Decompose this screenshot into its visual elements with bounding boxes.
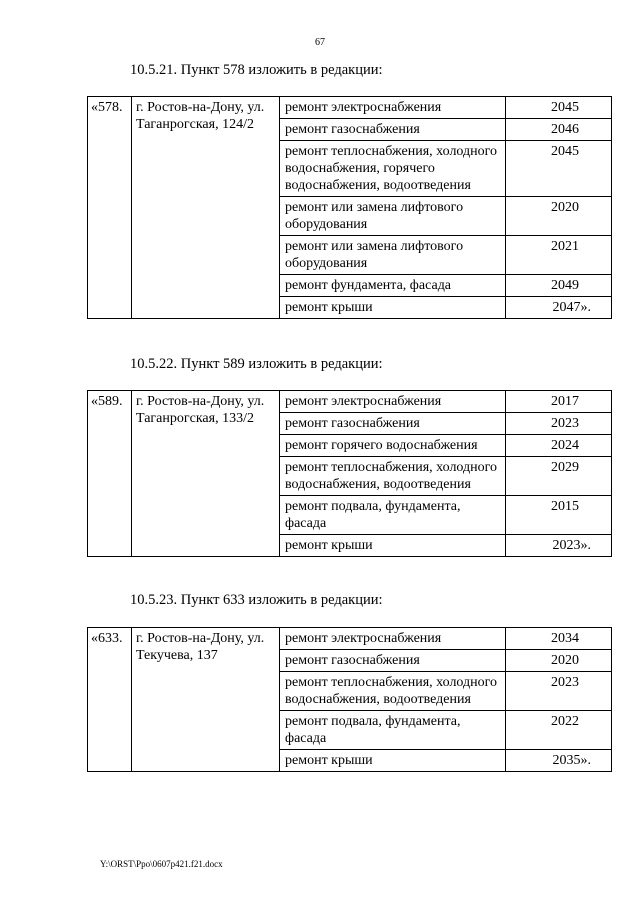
work-type: ремонт теплоснабжения, холодного водоснабжения, горячего водоснабжения, водоотведения (280, 141, 506, 197)
work-type: ремонт крыши (280, 750, 506, 772)
work-type: ремонт подвала, фундамента, фасада (280, 711, 506, 750)
section-heading: 10.5.23. Пункт 633 изложить в редакции: (130, 592, 383, 608)
work-type: ремонт крыши (280, 535, 506, 557)
work-year: 2021 (506, 236, 612, 275)
work-type: ремонт или замена лифтового оборудования (280, 197, 506, 236)
work-year: 2035». (506, 750, 612, 772)
work-year: 2017 (506, 391, 612, 413)
item-address: г. Ростов-на-Дону, ул. Таганрогская, 124/2 (132, 97, 280, 319)
table-row (88, 628, 612, 650)
item-table (87, 96, 612, 319)
work-year: 2029 (506, 457, 612, 496)
work-type: ремонт газоснабжения (280, 650, 506, 672)
section-heading: 10.5.22. Пункт 589 изложить в редакции: (130, 356, 383, 372)
work-type: ремонт подвала, фундамента, фасада (280, 496, 506, 535)
work-type: ремонт фундамента, фасада (280, 275, 506, 297)
work-type: ремонт газоснабжения (280, 119, 506, 141)
work-year: 2023 (506, 672, 612, 711)
work-year: 2015 (506, 496, 612, 535)
work-year: 2023». (506, 535, 612, 557)
section-heading: 10.5.21. Пункт 578 изложить в редакции: (130, 62, 383, 78)
work-year: 2022 (506, 711, 612, 750)
work-type: ремонт электроснабжения (280, 391, 506, 413)
work-year: 2045 (506, 141, 612, 197)
item-address: г. Ростов-на-Дону, ул. Текучева, 137 (132, 628, 280, 772)
work-year: 2049 (506, 275, 612, 297)
item-number: «633. (88, 628, 132, 772)
table-row (88, 97, 612, 119)
item-number: «589. (88, 391, 132, 557)
work-year: 2020 (506, 197, 612, 236)
file-path-footer: Y:\ORST\Ppo\0607p421.f21.docx (100, 859, 223, 869)
work-type: ремонт крыши (280, 297, 506, 319)
work-type: ремонт теплоснабжения, холодного водоснабжения, водоотведения (280, 457, 506, 496)
work-year: 2020 (506, 650, 612, 672)
table-row (88, 391, 612, 413)
work-year: 2047». (506, 297, 612, 319)
work-year: 2034 (506, 628, 612, 650)
work-type: ремонт газоснабжения (280, 413, 506, 435)
item-table (87, 627, 612, 772)
work-type: ремонт или замена лифтового оборудования (280, 236, 506, 275)
item-number: «578. (88, 97, 132, 319)
work-year: 2023 (506, 413, 612, 435)
work-type: ремонт электроснабжения (280, 628, 506, 650)
work-year: 2024 (506, 435, 612, 457)
work-type: ремонт теплоснабжения, холодного водоснабжения, водоотведения (280, 672, 506, 711)
work-type: ремонт электроснабжения (280, 97, 506, 119)
item-address: г. Ростов-на-Дону, ул. Таганрогская, 133/2 (132, 391, 280, 557)
page-number: 67 (315, 37, 325, 48)
item-table (87, 390, 612, 557)
work-year: 2045 (506, 97, 612, 119)
work-type: ремонт горячего водоснабжения (280, 435, 506, 457)
work-year: 2046 (506, 119, 612, 141)
